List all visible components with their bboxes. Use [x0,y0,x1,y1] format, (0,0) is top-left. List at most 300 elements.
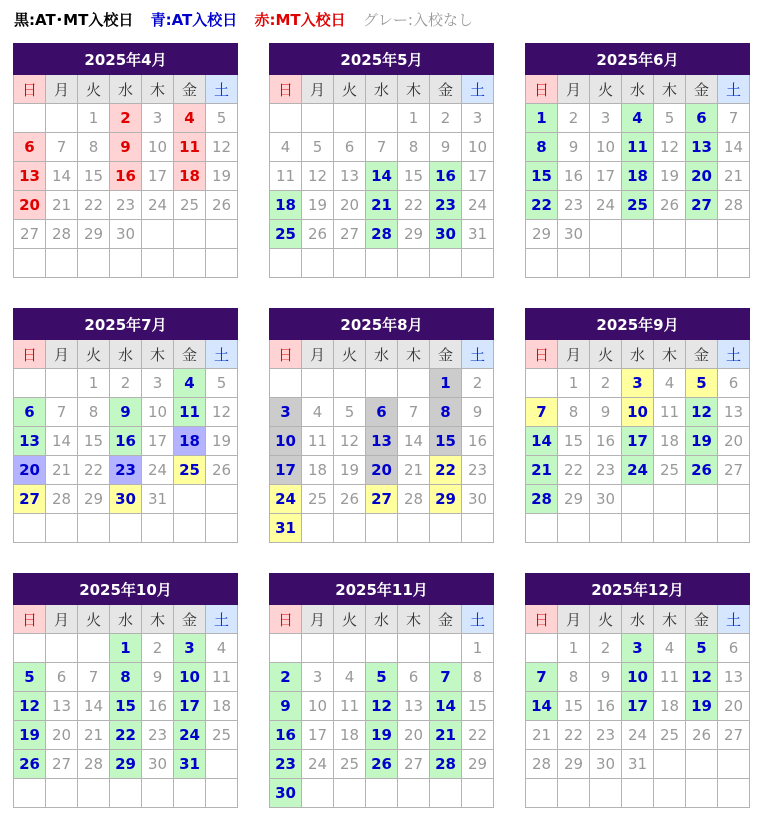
entry-day-cell[interactable]: 31 [174,750,206,779]
day-cell: 21 [526,721,558,750]
day-cell: 14 [46,162,78,191]
entry-day-cell[interactable]: 23 [430,191,462,220]
day-cell: 2 [590,634,622,663]
day-cell: 2 [558,104,590,133]
day-cell: 19 [654,162,686,191]
entry-day-cell[interactable]: 7 [526,663,558,692]
entry-day-cell[interactable]: 27 [14,485,46,514]
day-cell: 1 [398,104,430,133]
entry-day-cell[interactable]: 13 [686,133,718,162]
entry-day-cell[interactable]: 28 [526,485,558,514]
entry-day-cell[interactable]: 25 [174,456,206,485]
entry-day-cell[interactable]: 2 [110,104,142,133]
empty-cell [46,369,78,398]
empty-cell [334,514,366,543]
day-cell: 30 [462,485,494,514]
entry-day-cell[interactable]: 24 [622,456,654,485]
day-cell: 7 [78,663,110,692]
day-cell: 8 [78,398,110,427]
day-cell: 24 [142,456,174,485]
empty-cell [174,514,206,543]
entry-day-cell[interactable]: 31 [270,514,302,543]
empty-cell [718,750,750,779]
empty-cell [174,249,206,278]
weekday-header: 日 [270,340,302,369]
entry-day-cell[interactable]: 24 [270,485,302,514]
day-cell: 28 [46,220,78,249]
weekday-header: 金 [686,75,718,104]
day-cell: 14 [398,427,430,456]
entry-day-cell[interactable]: 29 [430,485,462,514]
empty-cell [366,514,398,543]
entry-day-cell[interactable]: 11 [174,133,206,162]
entry-day-cell[interactable]: 23 [110,456,142,485]
entry-day-cell[interactable]: 23 [270,750,302,779]
day-cell: 28 [46,485,78,514]
day-cell: 22 [558,456,590,485]
day-cell: 10 [462,133,494,162]
entry-day-cell[interactable]: 10 [622,663,654,692]
entry-day-cell[interactable]: 18 [174,162,206,191]
entry-day-cell[interactable]: 24 [174,721,206,750]
day-cell: 13 [398,692,430,721]
month-title: 2025年6月 [526,44,750,75]
day-cell: 27 [398,750,430,779]
day-cell: 2 [110,369,142,398]
day-cell: 11 [302,427,334,456]
empty-cell [334,104,366,133]
day-cell: 5 [206,104,238,133]
entry-day-cell[interactable]: 15 [526,162,558,191]
day-cell: 5 [334,398,366,427]
entry-day-cell[interactable]: 3 [622,369,654,398]
entry-day-cell[interactable]: 21 [366,191,398,220]
weekday-header: 月 [302,340,334,369]
day-cell: 10 [302,692,334,721]
entry-day-cell[interactable]: 21 [526,456,558,485]
empty-cell [430,779,462,808]
empty-cell [174,485,206,514]
day-cell: 27 [718,456,750,485]
day-cell: 25 [654,721,686,750]
entry-day-cell[interactable]: 17 [174,692,206,721]
empty-cell [110,514,142,543]
weekday-header: 日 [526,340,558,369]
weekday-header: 金 [430,340,462,369]
weekday-header: 土 [462,605,494,634]
day-cell: 11 [654,398,686,427]
weekday-header: 金 [430,605,462,634]
entry-day-cell[interactable]: 14 [526,692,558,721]
empty-cell [46,779,78,808]
entry-day-cell[interactable]: 12 [366,692,398,721]
day-cell: 17 [590,162,622,191]
day-cell: 7 [46,133,78,162]
empty-cell [590,514,622,543]
day-cell: 3 [302,663,334,692]
empty-cell [654,220,686,249]
entry-day-cell[interactable]: 4 [622,104,654,133]
day-cell: 30 [590,485,622,514]
entry-day-cell[interactable]: 11 [622,133,654,162]
day-cell: 2 [142,634,174,663]
weekday-header: 木 [142,340,174,369]
day-cell: 24 [622,721,654,750]
entry-day-cell[interactable]: 30 [110,485,142,514]
weekday-header: 月 [46,605,78,634]
entry-day-cell[interactable]: 8 [526,133,558,162]
entry-day-cell[interactable]: 19 [686,427,718,456]
day-cell: 18 [206,692,238,721]
day-cell: 4 [654,634,686,663]
day-cell: 31 [462,220,494,249]
day-cell: 16 [142,692,174,721]
day-cell: 31 [142,485,174,514]
empty-cell [398,249,430,278]
entry-day-cell[interactable]: 19 [14,721,46,750]
day-cell: 8 [398,133,430,162]
empty-cell [302,634,334,663]
weekday-header: 金 [686,340,718,369]
entry-day-cell[interactable]: 12 [14,692,46,721]
day-cell: 20 [398,721,430,750]
day-cell: 23 [558,191,590,220]
entry-day-cell[interactable]: 7 [430,663,462,692]
entry-day-cell[interactable]: 14 [430,692,462,721]
weekday-header: 月 [302,75,334,104]
empty-cell [686,779,718,808]
day-cell: 6 [718,369,750,398]
day-cell: 5 [302,133,334,162]
day-cell: 26 [334,485,366,514]
day-cell: 16 [462,427,494,456]
empty-cell [622,249,654,278]
empty-cell [686,750,718,779]
entry-day-cell[interactable]: 1 [110,634,142,663]
empty-cell [78,249,110,278]
day-cell: 14 [718,133,750,162]
day-cell: 28 [718,191,750,220]
empty-cell [654,514,686,543]
entry-day-cell[interactable]: 14 [526,427,558,456]
entry-day-cell[interactable]: 16 [110,162,142,191]
entry-day-cell[interactable]: 3 [622,634,654,663]
entry-day-cell[interactable]: 2 [270,663,302,692]
entry-day-cell[interactable]: 8 [430,398,462,427]
day-cell: 26 [206,456,238,485]
weekday-header: 木 [654,75,686,104]
entry-day-cell[interactable]: 3 [174,634,206,663]
entry-day-cell[interactable]: 6 [14,133,46,162]
empty-cell [46,514,78,543]
entry-day-cell[interactable]: 20 [14,456,46,485]
day-cell: 5 [206,369,238,398]
day-cell: 11 [270,162,302,191]
empty-cell [686,249,718,278]
weekday-header: 月 [46,75,78,104]
empty-cell [366,779,398,808]
day-cell: 22 [462,721,494,750]
empty-cell [110,779,142,808]
entry-day-cell[interactable]: 17 [622,427,654,456]
entry-day-cell[interactable]: 20 [14,191,46,220]
day-cell: 29 [558,750,590,779]
weekday-header: 日 [526,75,558,104]
day-cell: 31 [622,750,654,779]
empty-cell [78,514,110,543]
empty-cell [302,249,334,278]
weekday-header: 月 [46,340,78,369]
empty-cell [590,249,622,278]
entry-day-cell[interactable]: 12 [686,663,718,692]
entry-day-cell[interactable]: 11 [174,398,206,427]
legend-red: 赤:MT入校日 [254,11,346,29]
day-cell: 16 [590,427,622,456]
day-cell: 10 [142,133,174,162]
empty-cell [14,104,46,133]
day-cell: 12 [654,133,686,162]
entry-day-cell[interactable]: 6 [686,104,718,133]
day-cell: 25 [302,485,334,514]
month-title: 2025年10月 [14,574,238,605]
entry-day-cell[interactable]: 25 [622,191,654,220]
day-cell: 12 [302,162,334,191]
entry-day-cell[interactable]: 27 [366,485,398,514]
month-calendar [269,308,494,543]
weekday-header: 火 [334,75,366,104]
day-cell: 27 [718,721,750,750]
day-cell: 23 [462,456,494,485]
entry-day-cell[interactable]: 13 [14,162,46,191]
empty-cell [14,634,46,663]
entry-day-cell[interactable]: 12 [686,398,718,427]
legend-blue: 青:AT入校日 [150,11,238,29]
day-cell: 2 [462,369,494,398]
day-cell: 20 [718,427,750,456]
entry-day-cell[interactable]: 30 [270,779,302,808]
empty-cell [654,485,686,514]
day-cell: 17 [302,721,334,750]
weekday-header: 日 [14,340,46,369]
day-cell: 13 [334,162,366,191]
entry-day-cell[interactable]: 10 [622,398,654,427]
empty-cell [526,514,558,543]
weekday-header: 水 [366,605,398,634]
empty-cell [302,104,334,133]
day-cell: 25 [206,721,238,750]
day-cell: 29 [558,485,590,514]
weekday-header: 日 [270,605,302,634]
empty-cell [398,634,430,663]
day-cell: 17 [462,162,494,191]
empty-cell [206,750,238,779]
entry-day-cell[interactable]: 26 [14,750,46,779]
empty-cell [430,514,462,543]
weekday-header: 土 [718,75,750,104]
entry-day-cell[interactable]: 15 [430,427,462,456]
day-cell: 9 [430,133,462,162]
entry-day-cell[interactable]: 25 [270,220,302,249]
entry-day-cell[interactable]: 9 [270,692,302,721]
day-cell: 28 [398,485,430,514]
empty-cell [718,485,750,514]
empty-cell [46,104,78,133]
day-cell: 7 [366,133,398,162]
day-cell: 28 [526,750,558,779]
day-cell: 25 [334,750,366,779]
entry-day-cell[interactable]: 5 [686,369,718,398]
entry-day-cell[interactable]: 1 [526,104,558,133]
entry-day-cell[interactable]: 27 [686,191,718,220]
entry-day-cell[interactable]: 16 [110,427,142,456]
weekday-header: 日 [14,605,46,634]
entry-day-cell[interactable]: 18 [270,191,302,220]
entry-day-cell[interactable]: 22 [110,721,142,750]
empty-cell [206,249,238,278]
weekday-header: 日 [526,605,558,634]
day-cell: 23 [590,456,622,485]
empty-cell [686,514,718,543]
weekday-header: 火 [590,75,622,104]
month-calendar [269,43,494,278]
day-cell: 8 [462,663,494,692]
empty-cell [430,634,462,663]
empty-cell [14,249,46,278]
empty-cell [398,779,430,808]
entry-day-cell[interactable]: 21 [430,721,462,750]
entry-day-cell[interactable]: 28 [366,220,398,249]
entry-day-cell[interactable]: 10 [270,427,302,456]
day-cell: 15 [78,162,110,191]
month-title: 2025年9月 [526,309,750,340]
entry-day-cell[interactable]: 5 [14,663,46,692]
entry-day-cell[interactable]: 20 [366,456,398,485]
empty-cell [366,369,398,398]
day-cell: 12 [206,398,238,427]
entry-day-cell[interactable]: 19 [366,721,398,750]
empty-cell [46,634,78,663]
day-cell: 15 [558,427,590,456]
entry-day-cell[interactable]: 29 [110,750,142,779]
entry-day-cell[interactable]: 13 [14,427,46,456]
empty-cell [398,369,430,398]
entry-day-cell[interactable]: 17 [270,456,302,485]
entry-day-cell[interactable]: 16 [270,721,302,750]
entry-day-cell[interactable]: 8 [110,663,142,692]
legend-gray: グレー:入校なし [362,11,473,29]
month-title: 2025年5月 [270,44,494,75]
weekday-header: 日 [270,75,302,104]
entry-day-cell[interactable]: 5 [686,634,718,663]
weekday-header: 土 [718,340,750,369]
entry-day-cell[interactable]: 18 [622,162,654,191]
day-cell: 22 [398,191,430,220]
day-cell: 14 [46,427,78,456]
entry-day-cell[interactable]: 6 [366,398,398,427]
weekday-header: 金 [686,605,718,634]
day-cell: 3 [142,369,174,398]
day-cell: 28 [78,750,110,779]
empty-cell [142,514,174,543]
entry-day-cell[interactable]: 14 [366,162,398,191]
day-cell: 18 [334,721,366,750]
day-cell: 23 [110,191,142,220]
entry-day-cell[interactable]: 30 [430,220,462,249]
entry-day-cell[interactable]: 4 [174,369,206,398]
entry-day-cell[interactable]: 3 [270,398,302,427]
entry-day-cell[interactable]: 20 [686,162,718,191]
empty-cell [334,634,366,663]
day-cell: 18 [302,456,334,485]
empty-cell [366,104,398,133]
weekday-header: 火 [78,340,110,369]
day-cell: 22 [78,456,110,485]
entry-day-cell[interactable]: 1 [430,369,462,398]
entry-day-cell[interactable]: 22 [430,456,462,485]
empty-cell [430,249,462,278]
entry-day-cell[interactable]: 7 [526,398,558,427]
empty-cell [718,514,750,543]
day-cell: 26 [686,721,718,750]
entry-day-cell[interactable]: 4 [174,104,206,133]
entry-day-cell[interactable]: 15 [110,692,142,721]
entry-day-cell[interactable]: 18 [174,427,206,456]
entry-day-cell[interactable]: 19 [686,692,718,721]
empty-cell [14,369,46,398]
entry-day-cell[interactable]: 10 [174,663,206,692]
day-cell: 7 [46,398,78,427]
empty-cell [718,779,750,808]
day-cell: 6 [398,663,430,692]
day-cell: 29 [398,220,430,249]
day-cell: 19 [206,427,238,456]
day-cell: 14 [78,692,110,721]
day-cell: 9 [590,398,622,427]
day-cell: 21 [398,456,430,485]
empty-cell [334,249,366,278]
entry-day-cell[interactable]: 13 [366,427,398,456]
entry-day-cell[interactable]: 22 [526,191,558,220]
entry-day-cell[interactable]: 6 [14,398,46,427]
day-cell: 19 [206,162,238,191]
day-cell: 13 [46,692,78,721]
weekday-header: 水 [366,340,398,369]
empty-cell [14,514,46,543]
day-cell: 20 [46,721,78,750]
day-cell: 12 [206,133,238,162]
weekday-header: 水 [110,605,142,634]
entry-day-cell[interactable]: 9 [110,398,142,427]
month-title: 2025年7月 [14,309,238,340]
day-cell: 19 [302,191,334,220]
empty-cell [270,634,302,663]
entry-day-cell[interactable]: 16 [430,162,462,191]
weekday-header: 木 [142,605,174,634]
weekday-header: 土 [206,340,238,369]
entry-day-cell[interactable]: 5 [366,663,398,692]
day-cell: 16 [558,162,590,191]
entry-day-cell[interactable]: 26 [366,750,398,779]
day-cell: 13 [718,663,750,692]
entry-day-cell[interactable]: 28 [430,750,462,779]
weekday-header: 月 [302,605,334,634]
day-cell: 10 [142,398,174,427]
entry-day-cell[interactable]: 17 [622,692,654,721]
entry-day-cell[interactable]: 9 [110,133,142,162]
day-cell: 7 [398,398,430,427]
day-cell: 16 [590,692,622,721]
entry-day-cell[interactable]: 26 [686,456,718,485]
